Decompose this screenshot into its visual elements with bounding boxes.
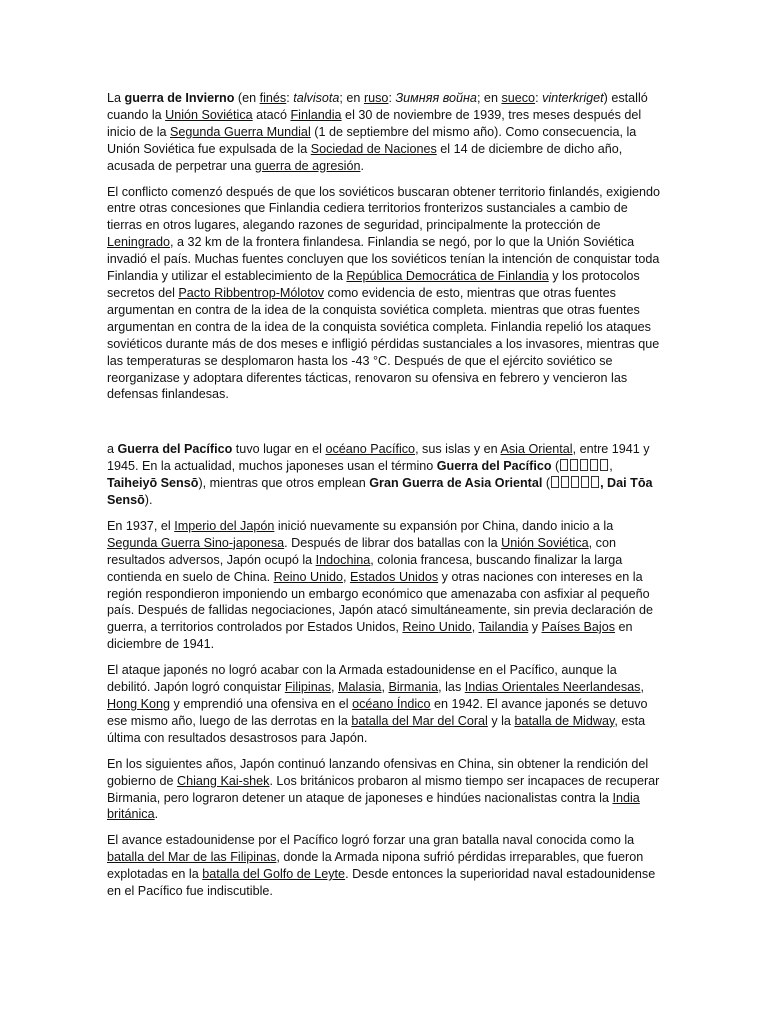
link-union-sovietica[interactable]: Unión Soviética: [165, 107, 253, 122]
text: y emprendió una ofensiva en el: [170, 697, 353, 711]
text: a: [107, 442, 118, 457]
text: , colonia francesa, buscando finalizar la larga contienda en suelo de China.: [107, 552, 623, 584]
italic-term: vinterkriget: [542, 91, 604, 105]
missing-glyph-box: [551, 476, 559, 488]
text: La: [107, 91, 125, 105]
link-segunda-guerra-sino-japonesa[interactable]: Segunda Guerra Sino-japonesa: [107, 535, 285, 550]
link-union-sovietica[interactable]: Unión Soviética: [501, 535, 589, 550]
bold-term: Guerra del Pacífico: [436, 459, 552, 474]
text: (en: [234, 91, 260, 105]
text: . Los británicos probaron al mismo tiempo ser incapaces de recuperar Birmania, pero lograron detener un ataque de japoneses e hindúes nacionalistas contra la: [107, 773, 660, 805]
paragraph-japanese-attack: [107, 662, 662, 747]
link-indochina[interactable]: Indochina: [315, 552, 371, 567]
link-hong-kong[interactable]: Hong Kong: [107, 697, 171, 711]
link-malasia[interactable]: Malasia: [338, 680, 382, 695]
link-filipinas[interactable]: Filipinas: [284, 680, 332, 695]
link-republica-democratica-finlandia[interactable]: República Democrática de Finlandia: [346, 269, 549, 284]
link-finlandia[interactable]: Finlandia: [290, 107, 342, 122]
text: como evidencia de esto, mientras que otras fuentes argumentan en contra de la idea de la conquista soviética completa. mientras que otras fuentes argumentan en contra de la idea de la conquista soviética completa. Finlandia repelió los ataques soviéticos durante más de dos meses e infligió pérdidas sustanciales a los invasores, mientras que las temperaturas se desplomaron hasta los -43 °C. Después de que el ejército soviético se reorganizase y adoptara diferentes tácticas, renovaron su ofensiva en febrero y vencieron las defensas finlandesas.: [107, 285, 660, 402]
text: y la: [487, 713, 515, 728]
link-leningrado[interactable]: Leningrado: [107, 235, 171, 250]
missing-glyph-box: [600, 459, 608, 471]
text: y: [528, 620, 542, 635]
link-batalla-golfo-de-leyte[interactable]: batalla del Golfo de Leyte: [202, 867, 346, 882]
link-segunda-guerra-mundial[interactable]: Segunda Guerra Mundial: [170, 124, 311, 139]
text: tuvo lugar en el: [232, 442, 326, 457]
text: ), mientras que otros emplean: [198, 476, 370, 491]
text: ; en: [339, 91, 364, 105]
text: , entre 1941 y 1945. En la actualidad, muchos japoneses usan el término: [107, 442, 650, 474]
bold-term: guerra de Invierno: [124, 91, 235, 105]
link-sueco[interactable]: sueco: [501, 91, 536, 105]
link-sociedad-de-naciones[interactable]: Sociedad de Naciones: [310, 141, 437, 156]
paragraph-us-advance: [107, 832, 662, 900]
bold-term: Gran Guerra de Asia Oriental: [369, 476, 543, 491]
missing-glyph-box: [591, 476, 599, 488]
link-birmania[interactable]: Birmania: [388, 680, 439, 695]
link-chiang-kai-shek[interactable]: Chiang Kai-shek: [177, 773, 270, 788]
missing-glyph-group: [559, 459, 609, 473]
text: .: [360, 158, 364, 173]
text: en diciembre de 1941.: [107, 620, 633, 652]
link-guerra-de-agresion[interactable]: guerra de agresión: [254, 158, 361, 173]
paragraph-japan-expansion: [107, 518, 662, 653]
missing-glyph-box: [581, 476, 589, 488]
bold-term: Guerra del Pacífico: [117, 442, 233, 457]
text: el 14 de diciembre de dicho año, acusada de perpetrar una: [107, 141, 623, 173]
text: :: [286, 91, 294, 105]
link-oceano-pacifico[interactable]: océano Pacífico: [325, 442, 416, 457]
paragraph-following-years: [107, 756, 662, 824]
link-batalla-de-midway[interactable]: batalla de Midway: [514, 713, 615, 728]
text: :: [388, 91, 396, 105]
text: en 1942. El avance japonés se detuvo ese mismo año, luego de las derrotas en la: [107, 697, 648, 728]
missing-glyph-box: [570, 459, 578, 471]
link-indias-orientales-neerlandesas[interactable]: Indias Orientales Neerlandesas: [464, 680, 641, 695]
text: , sus islas y en: [415, 442, 501, 457]
text: ,: [640, 680, 644, 695]
text: y otras naciones con intereses en la región respondieron imponiendo un embargo económico que amenazaba con asfixiar al pequeño país. Después de fallidas negociaciones, Japón atacó simultáneamente, sin previa declaración de guerra, a territorios controlados por Estados Unidos,: [107, 569, 654, 635]
text: , a 32 km de la frontera finlandesa. Finlandia se negó, por lo que la Unión Soviética invadió el país. Muchas fuentes concluyen que los soviéticos tenían la intención de conquistar toda Finlandia y utilizar el establecimiento de la: [107, 235, 660, 284]
text: (: [542, 476, 551, 491]
text: En 1937, el: [107, 518, 175, 533]
missing-glyph-group: [550, 476, 600, 490]
text: y los protocolos secretos del: [107, 269, 640, 300]
missing-glyph-box: [561, 476, 569, 488]
link-fines[interactable]: finés: [259, 91, 287, 105]
text: .: [154, 807, 159, 822]
text: inició nuevamente su expansión por China, dando inicio a la: [274, 518, 614, 533]
text: , con resultados adversos, Japón ocupó la: [107, 535, 616, 567]
text: ,: [342, 569, 350, 584]
text: atacó: [252, 107, 291, 122]
text: , esta última con resultados desastrosos para Japón.: [107, 713, 646, 745]
text: (1 de septiembre del mismo año). Como consecuencia, la Unión Soviética fue expulsada de la: [107, 124, 637, 156]
paragraph-winter-war-conflict: [107, 184, 662, 404]
text: El ataque japonés no logró acabar con la Armada estadounidense en el Pacífico, aunque la debilitó. Japón logró conquistar: [107, 663, 617, 695]
section-gap: [107, 412, 662, 441]
link-reino-unido[interactable]: Reino Unido: [273, 569, 343, 584]
text: ) estalló cuando la: [107, 91, 648, 122]
paragraph-pacific-war-intro: [107, 441, 662, 509]
text: , las: [438, 680, 465, 695]
link-imperio-del-japon[interactable]: Imperio del Japón: [174, 518, 275, 533]
link-tailandia[interactable]: Tailandia: [478, 620, 529, 635]
text: (: [551, 459, 560, 474]
text: ,: [381, 680, 389, 695]
italic-term: Зимняя война: [395, 91, 477, 105]
text: ,: [609, 459, 613, 474]
text: El avance estadounidense por el Pacífico logró forzar una gran batalla naval conocida como la: [107, 833, 635, 848]
link-batalla-mar-del-coral[interactable]: batalla del Mar del Coral: [351, 713, 488, 728]
text: . Después de librar dos batallas con la: [284, 535, 502, 550]
italic-term: talvisota: [293, 91, 340, 105]
text: En los siguientes años, Japón continuó lanzando ofensivas en China, sin obtener la rendición del gobierno de: [107, 756, 649, 788]
text: ).: [144, 493, 153, 508]
link-estados-unidos[interactable]: Estados Unidos: [349, 569, 439, 584]
text: , donde la Armada nipona sufrió pérdidas irreparables, que fueron explotadas en la: [107, 850, 644, 882]
link-asia-oriental[interactable]: Asia Oriental: [500, 442, 573, 457]
link-india-britanica[interactable]: India británica: [107, 790, 640, 822]
link-ruso[interactable]: ruso: [363, 91, 389, 105]
missing-glyph-box: [590, 459, 598, 471]
paragraph-winter-war-intro: [107, 90, 662, 175]
link-reino-unido[interactable]: Reino Unido: [402, 620, 472, 635]
missing-glyph-box: [571, 476, 579, 488]
link-paises-bajos[interactable]: Países Bajos: [541, 620, 616, 635]
missing-glyph-box: [560, 459, 568, 471]
bold-term: , Dai Tōa Sensō: [107, 476, 653, 508]
link-oceano-indico[interactable]: océano Índico: [352, 697, 431, 711]
text: ,: [331, 680, 339, 695]
text: ; en: [476, 91, 502, 105]
text: ,: [471, 620, 479, 635]
link-batalla-mar-filipinas[interactable]: batalla del Mar de las Filipinas: [107, 850, 277, 865]
text: . Desde entonces la superioridad naval estadounidense en el Pacífico fue indiscutible.: [107, 867, 656, 899]
missing-glyph-box: [580, 459, 588, 471]
text: el 30 de noviembre de 1939, tres meses después del inicio de la: [107, 107, 642, 139]
document-body: [107, 90, 662, 909]
text: :: [535, 91, 543, 105]
text: El conflicto comenzó después de que los soviéticos buscaran obtener territorio finlandés, exigiendo entre otras concesiones que Finlandia cediera territorios fronterizos sustanciales a cambio de tierras en otros lugares, alegando razones de seguridad, principalmente la protección de: [107, 184, 661, 233]
link-pacto-ribbentrop-molotov[interactable]: Pacto Ribbentrop-Mólotov: [178, 285, 325, 300]
bold-term: Taiheiyō Sensō: [107, 476, 199, 491]
